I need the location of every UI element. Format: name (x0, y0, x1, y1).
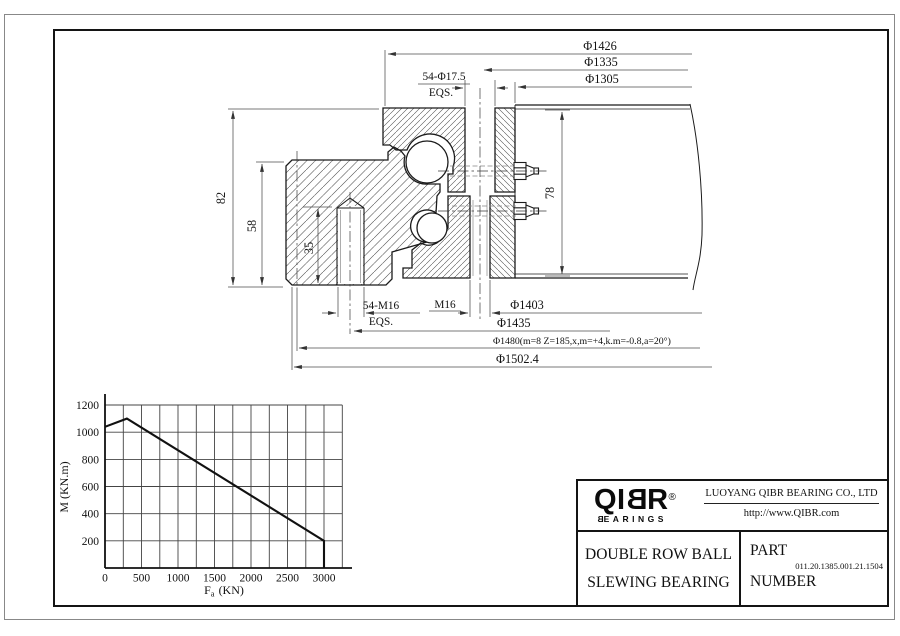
svg-text:0: 0 (102, 572, 108, 585)
dim-label-bottom-holes: 54-M16 (362, 300, 400, 312)
title-block-detail-row (578, 532, 887, 607)
inner-ring-tapped-hole (337, 198, 364, 285)
svg-text:1000: 1000 (166, 572, 190, 585)
part-label-line1: PART (750, 542, 788, 559)
dim-label-top-holes: 54-Φ17.5 (422, 71, 466, 83)
svg-text:1000: 1000 (76, 427, 99, 440)
chart-y-axis-label: M (KN.m) (57, 461, 71, 513)
company-logo (578, 481, 696, 530)
company-website[interactable]: http://www.QIBR.com (743, 508, 840, 519)
dim-label-phi1335: Φ1335 (584, 55, 618, 69)
ball-lower-row (417, 213, 447, 243)
outer-ring-lower-right (490, 196, 515, 278)
dim-label-top-holes-note: EQS. (428, 87, 454, 99)
title-block (576, 479, 889, 607)
dim-label-bottom-holes-note: EQS. (368, 316, 394, 328)
ball-upper-row (406, 141, 448, 183)
dim-label-phi1305: Φ1305 (585, 72, 619, 86)
dim-label-m16: M16 (434, 299, 456, 311)
product-name-cell (578, 532, 741, 607)
part-label-line2: NUMBER (750, 573, 817, 590)
load-chart (76, 394, 352, 585)
dim-label-phi1480: Φ1480(m=8 Z=185,x,m=+4,k.m=-0.8,a=20°) (493, 336, 671, 347)
part-number-cell (741, 532, 887, 607)
registered-trademark-icon: ® (668, 492, 677, 503)
svg-text:500: 500 (132, 572, 151, 585)
dim-label-phi1403: Φ1403 (510, 298, 544, 312)
bearing-cross-section (286, 88, 702, 334)
svg-text:600: 600 (81, 481, 99, 494)
logo-text: QIBR (594, 484, 669, 516)
chart-x-axis-label: $F_a$ (KN) (204, 583, 244, 599)
dim-label-82: 82 (214, 191, 228, 205)
svg-text:1200: 1200 (76, 400, 99, 412)
part-number-value: 011.20.1385.001.21.1504 (795, 561, 883, 571)
logo-subtext: BEARINGS (594, 514, 667, 524)
product-name-line2: SLEWING BEARING (587, 574, 730, 591)
dim-label-phi1435: Φ1435 (497, 316, 531, 330)
svg-text:400: 400 (81, 508, 99, 521)
svg-text:3000: 3000 (312, 572, 336, 585)
outer-ring-upper-right (495, 108, 515, 192)
svg-text:800: 800 (81, 454, 99, 467)
product-name-line1: DOUBLE ROW BALL (585, 546, 732, 563)
dim-label-58: 58 (245, 219, 259, 233)
dim-label-phi1426: Φ1426 (583, 39, 617, 53)
dim-label-78: 78 (543, 186, 557, 200)
company-name: LUOYANG QIBR BEARING CO., LTD (704, 488, 879, 504)
svg-text:1500: 1500 (203, 572, 226, 585)
title-block-header-row (578, 481, 887, 532)
break-line (690, 104, 702, 290)
svg-text:2000: 2000 (239, 572, 263, 585)
svg-text:200: 200 (81, 535, 99, 548)
dim-label-phi1502: Φ1502.4 (496, 352, 539, 366)
dim-label-35: 35 (302, 241, 316, 255)
svg-text:2500: 2500 (276, 572, 299, 585)
